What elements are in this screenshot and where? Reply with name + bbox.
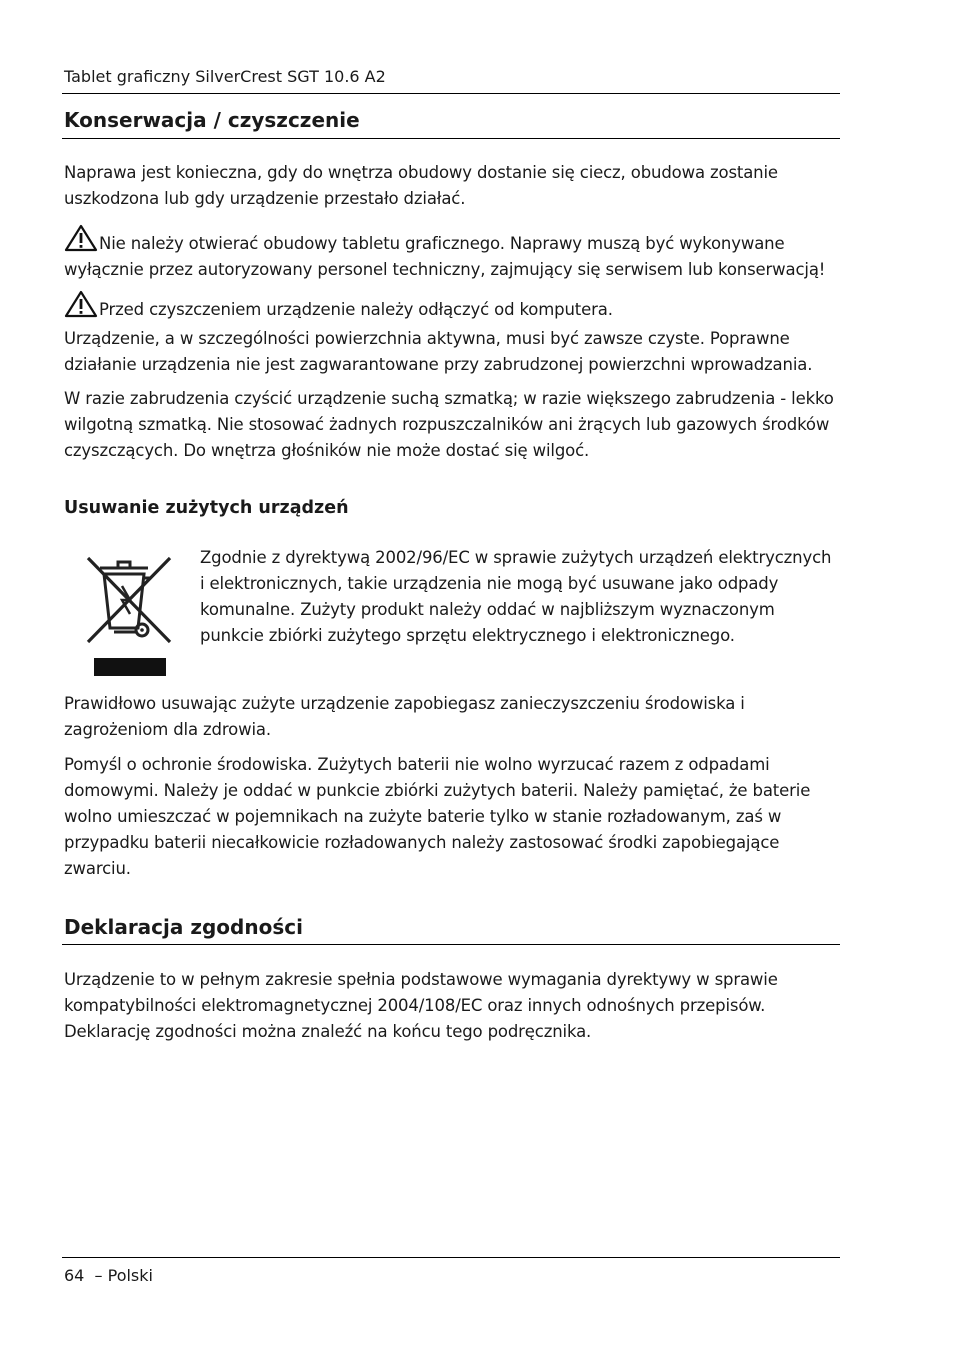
running-header: Tablet graficzny SilverCrest SGT 10.6 A2 xyxy=(64,67,386,86)
weee-paragraph: Zgodnie z dyrektywą 2002/96/EC w sprawie zużytych urządzeń elektrycznych i elektronicznych, takie urządzenia nie mogą być usuwane jako odpady komunalne. Zużyty produkt należy oddać w najbliższym wyznaczonym punkcie zbiórki zużytego sprzętu elektrycznego i elektronicznego. xyxy=(200,548,832,645)
warning-paragraph xyxy=(64,290,840,323)
warning-triangle-icon xyxy=(64,290,98,318)
section-rule xyxy=(62,944,840,945)
paragraph: Pomyśl o ochronie środowiska. Zużytych baterii nie wolno wyrzucać razem z odpadami domowymi. Należy je oddać w punkcie zbiórki zużytych baterii. Należy pamiętać, że baterie wolno umieszczać w pojemnikach na zużyte baterie tylko w stanie rozładowanym, zaś w przypadku baterii niecałkowicie rozładowanych należy zastosować środki zapobiegające zwarciu. xyxy=(64,755,811,878)
section-rule xyxy=(62,138,840,139)
warning-triangle-icon xyxy=(64,224,98,252)
section-title-declaration: Deklaracja zgodności xyxy=(64,915,303,939)
crossed-out-wheelie-bin-icon xyxy=(78,548,178,682)
paragraph: W razie zabrudzenia czyścić urządzenie suchą szmatką; w razie większego zabrudzenia - lekko wilgotną szmatką. Nie stosować żadnych rozpuszczalników ani żrących lub gazowych środków czyszczących. Do wnętrza głośników nie może dostać się wilgoć. xyxy=(64,389,834,460)
paragraph: Prawidłowo usuwając zużyte urządzenie zapobiegasz zanieczyszczeniu środowiska i zagrożeniom dla zdrowia. xyxy=(64,694,745,739)
section-title-maintenance: Konserwacja / czyszczenie xyxy=(64,108,360,132)
warning-text: Nie należy otwierać obudowy tabletu graficznego. Naprawy muszą być wykonywane wyłącznie przez autoryzowany personel techniczny, zajmujący się serwisem lub konserwacją! xyxy=(64,234,826,279)
section-title-disposal: Usuwanie zużytych urządzeń xyxy=(64,498,349,518)
paragraph: Urządzenie, a w szczególności powierzchnia aktywna, musi być zawsze czyste. Poprawne działanie urządzenia nie jest zagwarantowane przy zabrudzonej powierzchni wprowadzania. xyxy=(64,329,813,374)
paragraph: Urządzenie to w pełnym zakresie spełnia podstawowe wymagania dyrektywy w sprawie kompatybilności elektromagnetycznej 2004/108/EC oraz innych odnośnych przepisów. Deklarację zgodności można znaleźć na końcu tego podręcznika. xyxy=(64,970,778,1041)
page-number: 64 – Polski xyxy=(64,1266,153,1285)
paragraph: Naprawa jest konieczna, gdy do wnętrza obudowy dostanie się ciecz, obudowa zostanie uszkodzona lub gdy urządzenie przestało działać. xyxy=(64,163,778,208)
footer-rule xyxy=(62,1257,840,1258)
warning-text: Przed czyszczeniem urządzenie należy odłączyć od komputera. xyxy=(99,300,613,319)
warning-paragraph xyxy=(64,224,840,283)
header-rule xyxy=(62,93,840,94)
